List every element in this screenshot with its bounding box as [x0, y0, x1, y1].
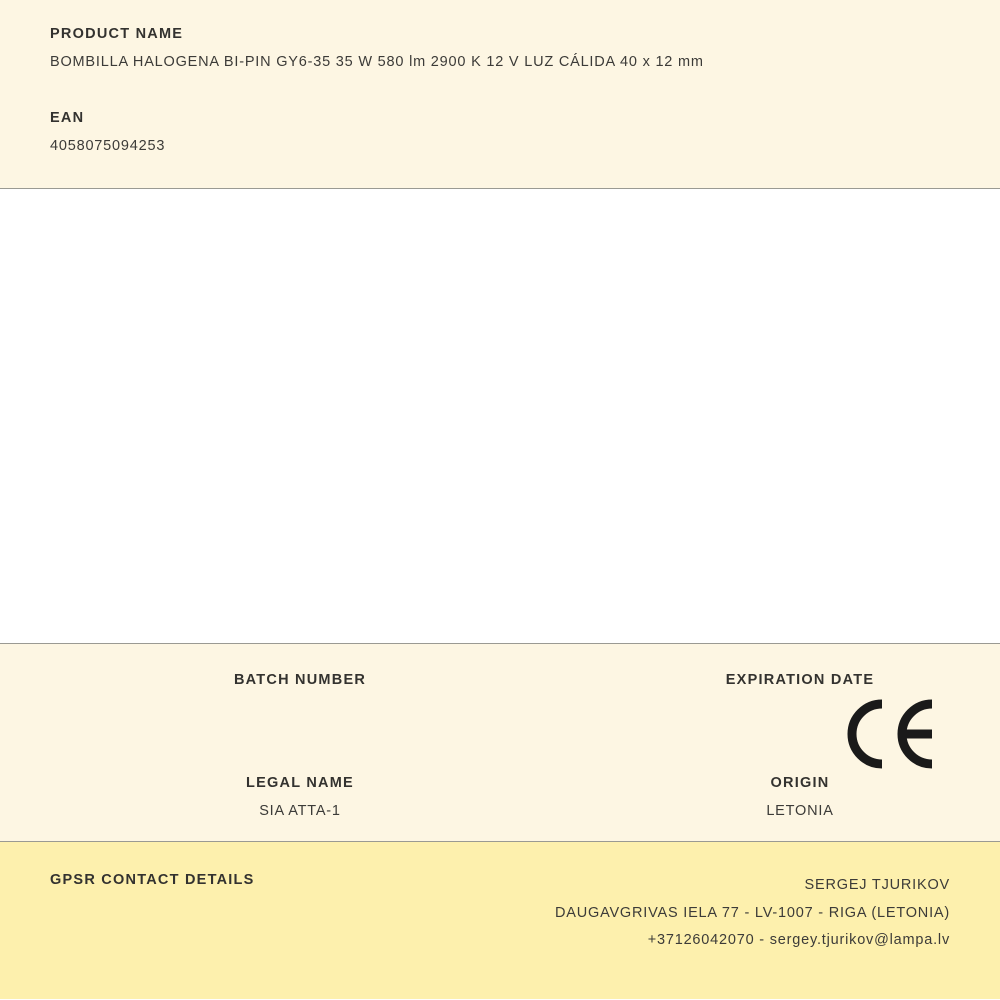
ean-value: 4058075094253: [50, 138, 166, 154]
ce-mark-icon: [840, 698, 940, 770]
expiration-date-label: EXPIRATION DATE: [725, 672, 875, 688]
product-name-label: PRODUCT NAME: [50, 26, 184, 42]
gpsr-contact-phone-email: +37126042070 - sergey.tjurikov@lampa.lv: [647, 932, 950, 949]
ean-label: EAN: [50, 110, 85, 126]
legal-name-value: SIA ATTA-1: [259, 803, 341, 819]
gpsr-footer-section: [0, 842, 1000, 999]
expiration-date-value: [600, 700, 1000, 717]
origin-value: LETONIA: [766, 803, 834, 819]
product-name-value: BOMBILLA HALOGENA BI-PIN GY6-35 35 W 580 lm 2900 K 12 V LUZ CÁLIDA 40 x 12 mm: [50, 54, 704, 70]
gpsr-contact-address: DAUGAVGRIVAS IELA 77 - LV-1007 - RIGA (LETONIA): [554, 904, 950, 921]
gpsr-contact-name: SERGEJ TJURIKOV: [804, 877, 950, 893]
origin-field: [600, 775, 1000, 819]
origin-label: ORIGIN: [770, 775, 830, 791]
gpsr-contact-lines: [555, 872, 950, 955]
legal-name-label: LEGAL NAME: [246, 775, 354, 791]
legal-name-field: [0, 775, 600, 819]
gpsr-contact-label: GPSR CONTACT DETAILS: [50, 872, 255, 888]
product-details-section: [0, 644, 1000, 842]
batch-number-field: [0, 672, 600, 717]
expiration-date-field: [600, 672, 1000, 717]
blank-content-area: [0, 189, 1000, 644]
product-header-section: [0, 0, 1000, 189]
batch-number-value: [0, 700, 600, 717]
batch-number-label: BATCH NUMBER: [233, 672, 367, 688]
